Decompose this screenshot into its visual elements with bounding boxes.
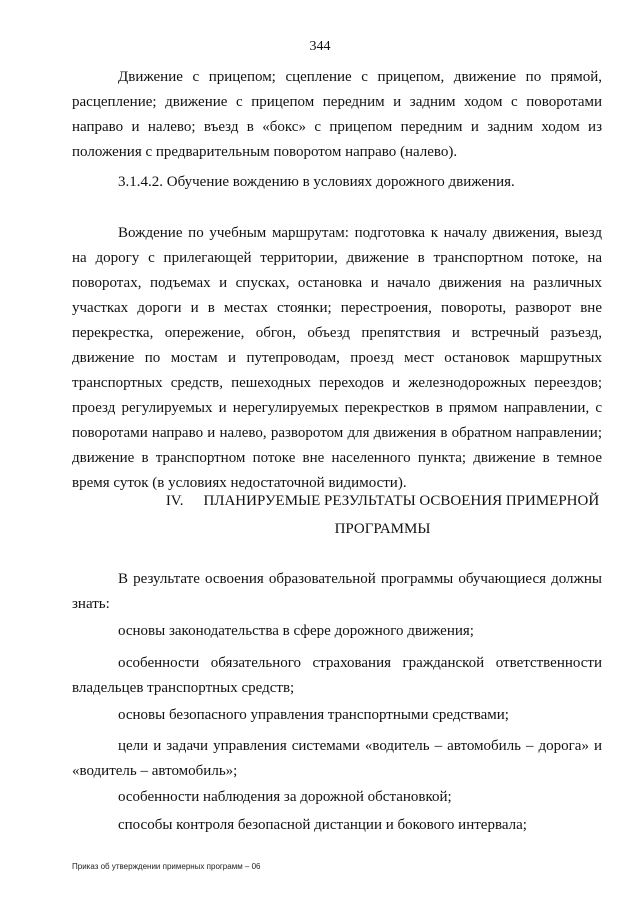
page-number: 344 (309, 39, 331, 54)
paragraph-text: В результате освоения образовательной программы обучающиеся должны знать: (72, 571, 602, 612)
paragraph-training-routes (72, 221, 602, 496)
list-item: основы безопасного управления транспортными средствами; (118, 707, 509, 723)
section-number: IV. (165, 493, 184, 509)
results-intro (72, 567, 602, 617)
list-item: особенности обязательного страхования гражданской ответственности владельцев транспортных средств; (72, 655, 602, 696)
list-item: основы законодательства в сфере дорожного движения; (118, 623, 474, 639)
section-title-line1: ПЛАНИРУЕМЫЕ РЕЗУЛЬТАТЫ ОСВОЕНИЯ ПРИМЕРНОЙ (203, 493, 600, 509)
section-title-line2: ПРОГРАММЫ (334, 521, 431, 537)
paragraph-text: 3.1.4.2. Обучение вождению в условиях дорожного движения. (118, 174, 515, 190)
footer-note: Приказ об утверждении примерных программ – 06 (72, 862, 261, 871)
section-heading (160, 487, 605, 543)
paragraph-text: Вождение по учебным маршрутам: подготовка к началу движения, выезд на дорогу с прилегающей территории, движение в транспортном потоке, на поворотах, подъемах и спусках, остановка и начало движения на различных участках дороги и в местах стоянки; перестроения, повороты, разворот вне перекрестка, опережение, обгон, объезд препятствия и встречный разъезд, движение по мостам и путепроводам, проезд мест остановок маршрутных транспортных средств, пешеходных переходов и железнодорожных переездов; проезд регулируемых и нерегулируемых перекрестков в прямом направлении, с поворотами направо и налево, разворотом для движения в обратном направлении; движение в транспортном потоке вне населенного пункта; движение в темное время суток (в условиях недостаточной видимости). (72, 225, 602, 491)
paragraph-trailer-driving (72, 65, 602, 165)
paragraph-subsection-heading (72, 170, 602, 195)
list-item: цели и задачи управления системами «водитель – автомобиль – дорога» и «водитель – автомобиль»; (72, 738, 602, 779)
list-item: способы контроля безопасной дистанции и бокового интервала; (118, 817, 527, 833)
list-item: особенности наблюдения за дорожной обстановкой; (118, 789, 452, 805)
paragraph-text: Движение с прицепом; сцепление с прицепом, движение по прямой, расцепление; движение с прицепом передним и задним ходом с поворотами направо и налево; въезд в «бокс» с прицепом передним и задним ходом из положения с предварительным поворотом направо (налево). (72, 69, 602, 160)
